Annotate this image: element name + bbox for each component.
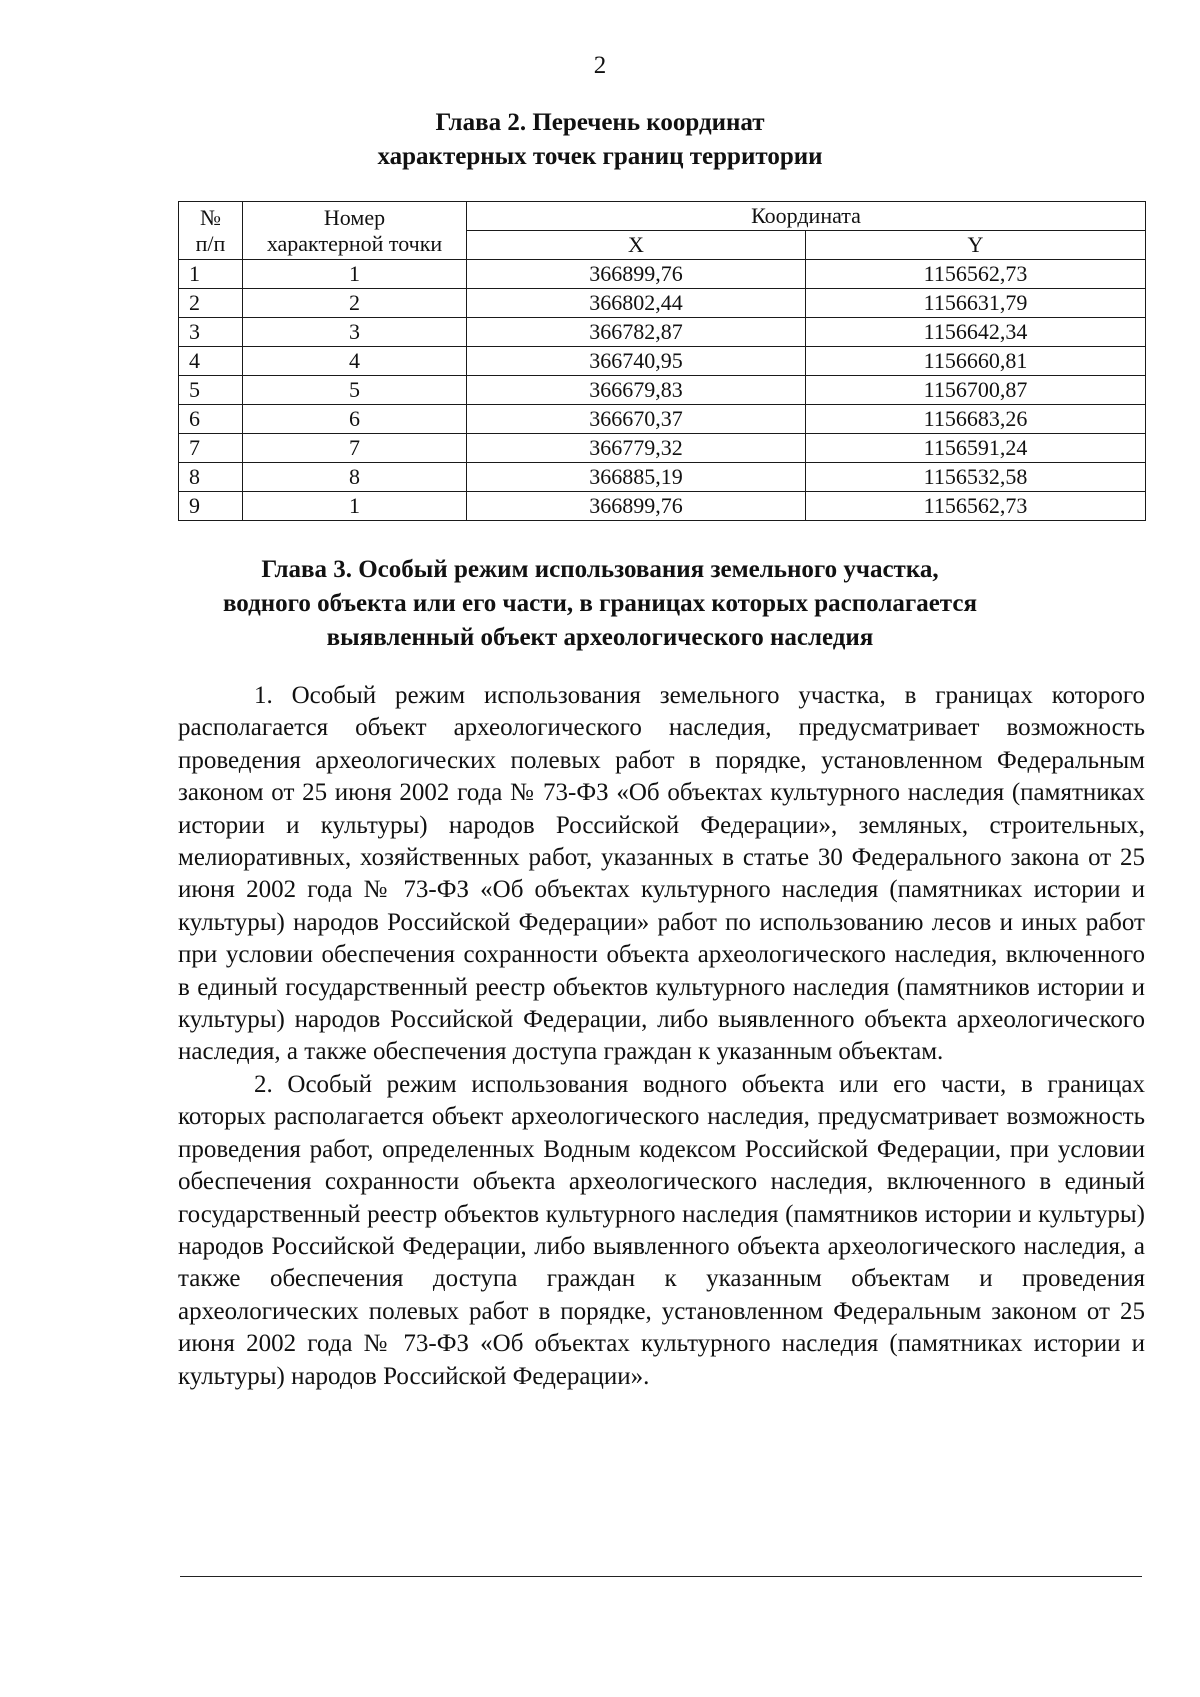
paragraph-2: 2. Особый режим использования водного объекта или его части, в границах которых располагается объект археологического наследия, предусматривает возможность проведения работ, определенных Водным кодексом Российской Федерации, при условии обеспечения сохранности объекта археологического наследия, включенного в единый государственный реестр объектов культурного наследия (памятников истории и культуры) народов Российской Федерации, либо выявленного объекта археологического наследия, а также обеспечения доступа граждан к указанным объектам и проведения археологических полевых работ в порядке, установленном Федеральным законом от 25 июня 2002 года № 73-ФЗ «Об объектах культурного наследия (памятниках истории и культуры) народов Российской Федерации». <box>178 1070 1145 1390</box>
cell-x: 366779,32 <box>467 434 806 463</box>
header-row-number-line-2: п/п <box>195 230 226 256</box>
cell-y: 1156562,73 <box>806 492 1146 521</box>
cell-y: 1156660,81 <box>806 347 1146 376</box>
cell-row-number: 9 <box>179 492 243 521</box>
table-row <box>179 492 1146 521</box>
cell-row-number: 6 <box>179 405 243 434</box>
header-coordinate: Координата <box>467 202 1146 231</box>
cell-point-number: 2 <box>243 289 467 318</box>
cell-y: 1156683,26 <box>806 405 1146 434</box>
coordinates-table <box>178 201 1146 521</box>
cell-x: 366670,37 <box>467 405 806 434</box>
cell-row-number: 3 <box>179 318 243 347</box>
cell-row-number: 8 <box>179 463 243 492</box>
cell-y: 1156532,58 <box>806 463 1146 492</box>
cell-point-number: 1 <box>243 492 467 521</box>
cell-point-number: 6 <box>243 405 467 434</box>
table-row <box>179 318 1146 347</box>
table-row <box>179 463 1146 492</box>
cell-row-number: 4 <box>179 347 243 376</box>
chapter-2-title-line-2: характерных точек границ территории <box>377 143 823 170</box>
cell-y: 1156700,87 <box>806 376 1146 405</box>
cell-y: 1156562,73 <box>806 260 1146 289</box>
chapter-3-title <box>0 553 1200 655</box>
cell-row-number: 2 <box>179 289 243 318</box>
cell-x: 366899,76 <box>467 260 806 289</box>
header-x: X <box>467 231 806 260</box>
table-row <box>179 405 1146 434</box>
table-header-row <box>179 202 1146 231</box>
cell-y: 1156631,79 <box>806 289 1146 318</box>
header-row-number-line-1: № <box>200 204 221 230</box>
page-number: 2 <box>593 52 607 79</box>
table-row <box>179 289 1146 318</box>
cell-y: 1156591,24 <box>806 434 1146 463</box>
header-point-number-line-1: Номер <box>323 204 386 230</box>
table-row <box>179 376 1146 405</box>
table-body <box>179 260 1146 521</box>
cell-x: 366885,19 <box>467 463 806 492</box>
paragraph-1: 1. Особый режим использования земельного участка, в границах которого располагается объект археологического наследия, предусматривает возможность проведения археологических полевых работ в порядке, установленном Федеральным законом от 25 июня 2002 года № 73-ФЗ «Об объектах культурного наследия (памятниках истории и культуры) народов Российской Федерации», земляных, строительных, мелиоративных, хозяйственных работ, указанных в статье 30 Федерального закона от 25 июня 2002 года № 73-ФЗ «Об объектах культурного наследия (памятниках истории и культуры) народов Российской Федерации» работ по использованию лесов и иных работ при условии обеспечения сохранности объекта археологического наследия, включенного в единый государственный реестр объектов культурного наследия (памятников истории и культуры) народов Российской Федерации, либо выявленного объекта археологического наследия, а также обеспечения доступа граждан к указанным объектам. <box>178 682 1145 1066</box>
header-y: Y <box>806 231 1146 260</box>
chapter-3-title-line-1: Глава 3. Особый режим использования земельного участка, <box>261 556 939 583</box>
cell-row-number: 1 <box>179 260 243 289</box>
chapter-3-body <box>178 680 1145 1393</box>
cell-point-number: 7 <box>243 434 467 463</box>
chapter-3-title-line-2: водного объекта или его части, в границах которых располагается <box>222 590 978 617</box>
cell-x: 366782,87 <box>467 318 806 347</box>
header-point-number-line-2: характерной точки <box>266 230 443 256</box>
table-row <box>179 434 1146 463</box>
chapter-2-title <box>0 106 1200 174</box>
cell-x: 366802,44 <box>467 289 806 318</box>
chapter-3-title-line-3: выявленный объект археологического наследия <box>326 624 874 651</box>
table-row <box>179 347 1146 376</box>
footer-divider <box>180 1576 1142 1577</box>
cell-point-number: 8 <box>243 463 467 492</box>
table-row <box>179 260 1146 289</box>
cell-row-number: 5 <box>179 376 243 405</box>
cell-x: 366899,76 <box>467 492 806 521</box>
cell-x: 366740,95 <box>467 347 806 376</box>
chapter-2-title-line-1: Глава 2. Перечень координат <box>435 109 765 136</box>
cell-point-number: 3 <box>243 318 467 347</box>
header-point-number <box>243 202 467 260</box>
cell-point-number: 4 <box>243 347 467 376</box>
header-row-number <box>179 202 243 260</box>
cell-point-number: 5 <box>243 376 467 405</box>
cell-row-number: 7 <box>179 434 243 463</box>
cell-y: 1156642,34 <box>806 318 1146 347</box>
cell-point-number: 1 <box>243 260 467 289</box>
cell-x: 366679,83 <box>467 376 806 405</box>
